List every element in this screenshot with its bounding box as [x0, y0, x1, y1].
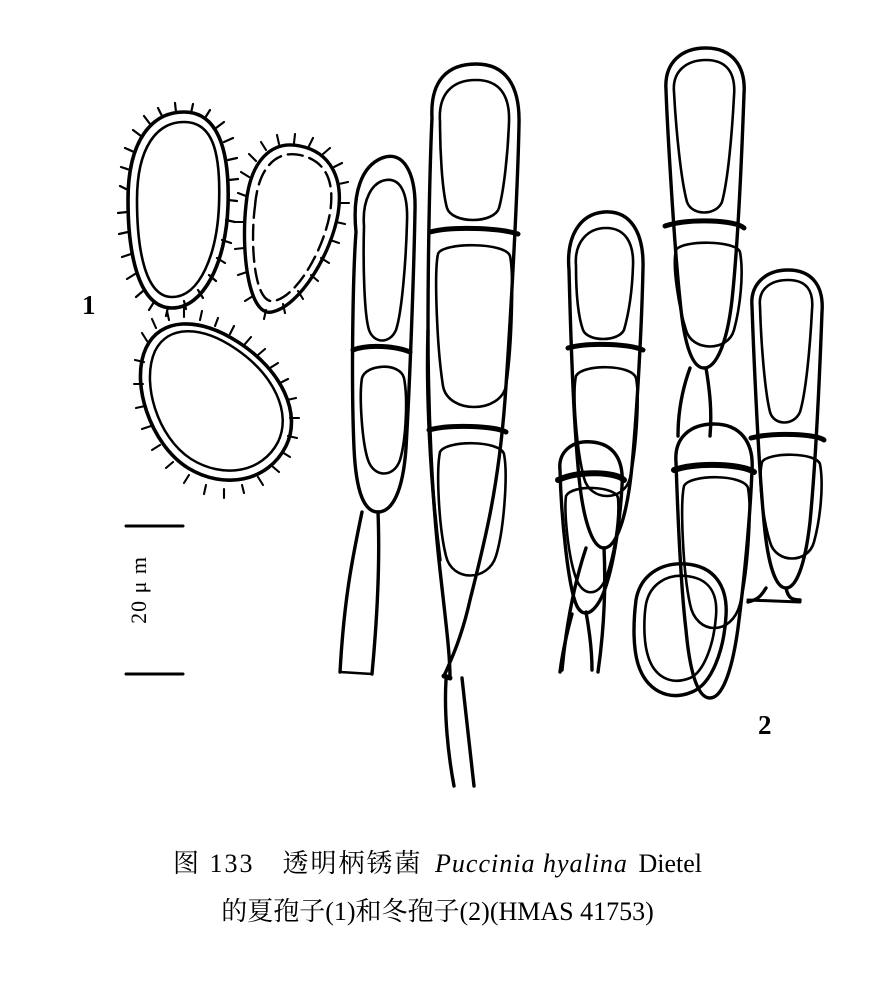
scale-bar-label: 20 μ m — [126, 556, 151, 624]
panel-label-2: 2 — [758, 710, 772, 740]
panel-label-1: 1 — [82, 290, 96, 320]
caption-species-name: Puccinia hyalina — [435, 849, 628, 878]
caption-line-2: 的夏孢子(1)和冬孢子(2)(HMAS 41753) — [221, 897, 654, 926]
caption-line-1 — [0, 840, 875, 888]
caption-figure-number: 图 133 透明柄锈菌 — [173, 849, 432, 878]
figure-caption — [0, 840, 875, 936]
caption-author: Dietel — [631, 849, 702, 878]
